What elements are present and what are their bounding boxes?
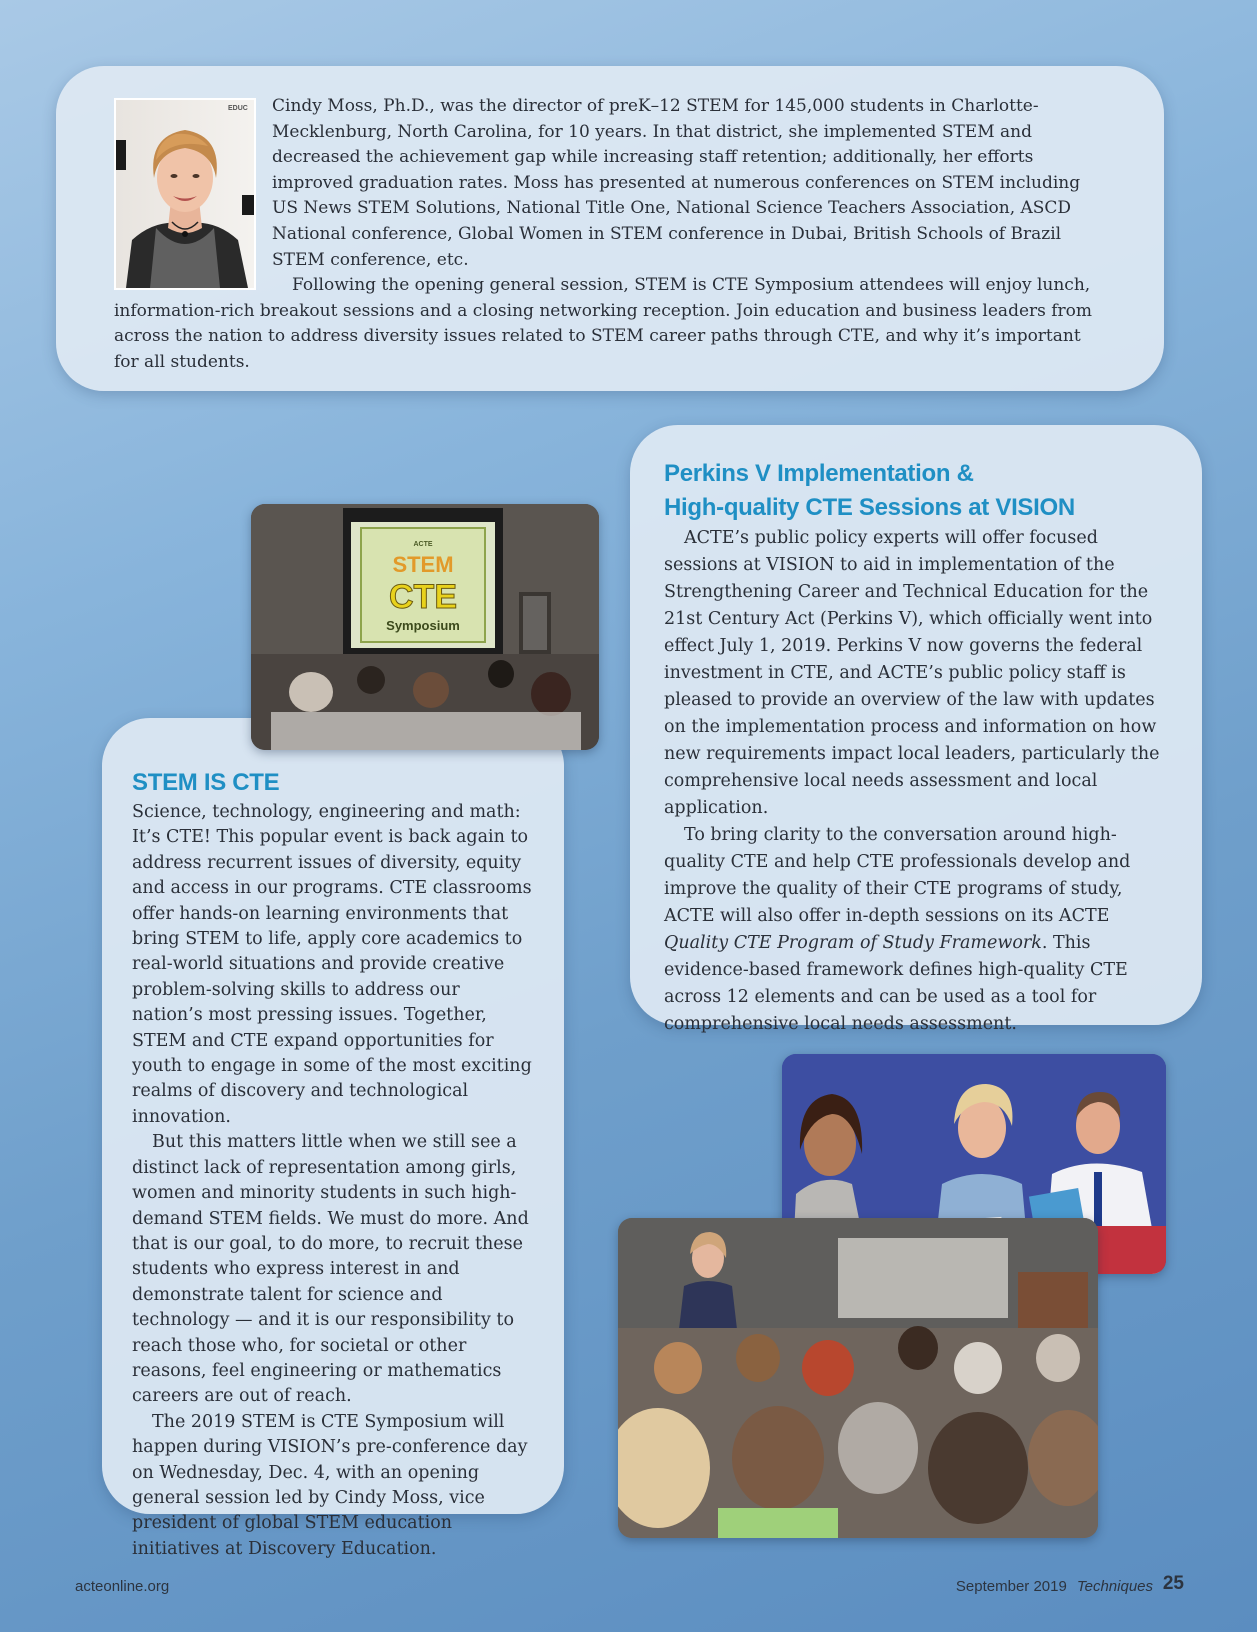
screen-line-3: Symposium bbox=[386, 618, 460, 633]
symposium-room-photo bbox=[251, 504, 599, 750]
stem-card bbox=[102, 718, 564, 1559]
perkins-heading bbox=[664, 457, 1168, 525]
footer-website: acteonline.org bbox=[75, 1578, 170, 1595]
perkins-card bbox=[630, 425, 1202, 1034]
stem-heading: STEM IS CTE bbox=[132, 769, 280, 796]
framework-title: Quality CTE Program of Study Framework bbox=[664, 933, 1042, 953]
audience-scene bbox=[618, 1218, 1098, 1538]
perkins-paragraph-2 bbox=[664, 822, 1168, 1038]
symposium-scene bbox=[251, 504, 599, 750]
screen-line-1: STEM bbox=[392, 552, 454, 577]
photo-backdrop-text: EDUC bbox=[228, 105, 248, 112]
page-number: 25 bbox=[1162, 1573, 1184, 1594]
bio-paragraph-2: Following the opening general session, STEM is CTE Symposium attendees will enjoy lunch, information-rich breakout sessions and a closing networking reception. Join education and business leaders from across the nation to address diversity issues related to STEM career paths through CTE, and why it’s important for all students. bbox=[114, 275, 1093, 372]
perkins-paragraph-2-end: . This evidence-based framework defines high-quality CTE across 12 elements and can be used as a tool for comprehensive local needs assessment. bbox=[664, 933, 1128, 1034]
stem-paragraph-1: Science, technology, engineering and math: It’s CTE! This popular event is back again to address recurrent issues of diversity, equity and access in our programs. CTE classrooms offer hands-on learning environments that bring STEM to life, apply core academics to real-world situations and provide creative problem-solving skills to address our nation’s most pressing issues. Together, STEM and CTE expand opportunities for youth to engage in some of the most exciting realms of discovery and technological innovation. bbox=[132, 802, 532, 1127]
screen-line-2: CTE bbox=[389, 578, 457, 616]
cindy-moss-photo bbox=[114, 98, 256, 290]
footer-magazine: Techniques bbox=[1076, 1578, 1153, 1595]
portrait-illustration bbox=[116, 100, 254, 288]
footer-issue bbox=[956, 1578, 1153, 1595]
bio-card bbox=[56, 66, 1164, 391]
audience-photo bbox=[618, 1218, 1098, 1538]
perkins-paragraph-1: ACTE’s public policy experts will offer focused sessions at VISION to aid in implementation of the Strengthening Career and Technical Education for the 21st Century Act (Perkins V), which officially went into effect July 1, 2019. Perkins V now governs the federal investment in CTE, and ACTE’s public policy staff is pleased to provide an overview of the law with updates on the implementation process and information on how new requirements impact local leaders, particularly the comprehensive local needs assessment and local application. bbox=[664, 528, 1160, 818]
footer-date: September 2019 bbox=[955, 1578, 1067, 1595]
stem-paragraph-2: But this matters little when we still see a distinct lack of representation among girls, women and minority students in such high-demand STEM fields. We must do more. And that is our goal, to do more, to recruit these students who express interest in and demonstrate talent for science and technology — and it is our responsibility to reach those who, for societal or other reasons, feel engineering or mathematics careers are out of reach. bbox=[132, 1132, 529, 1407]
perkins-heading-line2: High-quality CTE Sessions at VISION bbox=[664, 494, 1075, 521]
stem-paragraph-3: The 2019 STEM is CTE Symposium will happen during VISION’s pre-conference day on Wednesday, Dec. 4, with an opening general session led by Cindy Moss, vice president of global STEM education initiatives at Discovery Education. bbox=[132, 1411, 528, 1559]
perkins-heading-line1: Perkins V Implementation & bbox=[664, 460, 974, 487]
screen-badge: ACTE bbox=[413, 541, 433, 548]
perkins-paragraph-2-start: To bring clarity to the conversation around high-quality CTE and help CTE professionals develop and improve the quality of their CTE programs of study, ACTE will also offer in-depth sessions on its ACTE bbox=[664, 825, 1131, 926]
bio-paragraph-1: Cindy Moss, Ph.D., was the director of preK–12 STEM for 145,000 students in Charlotte-Mecklenburg, North Carolina, for 10 years. In that district, she implemented STEM and decreased the achievement gap while increasing staff retention; additionally, her efforts improved graduation rates. Moss has presented at numerous conferences on STEM including US News STEM Solutions, National Title One, National Science Teachers Association, ASCD National conference, Global Women in STEM conference in Dubai, British Schools of Brazil STEM conference, etc. bbox=[272, 96, 1081, 270]
